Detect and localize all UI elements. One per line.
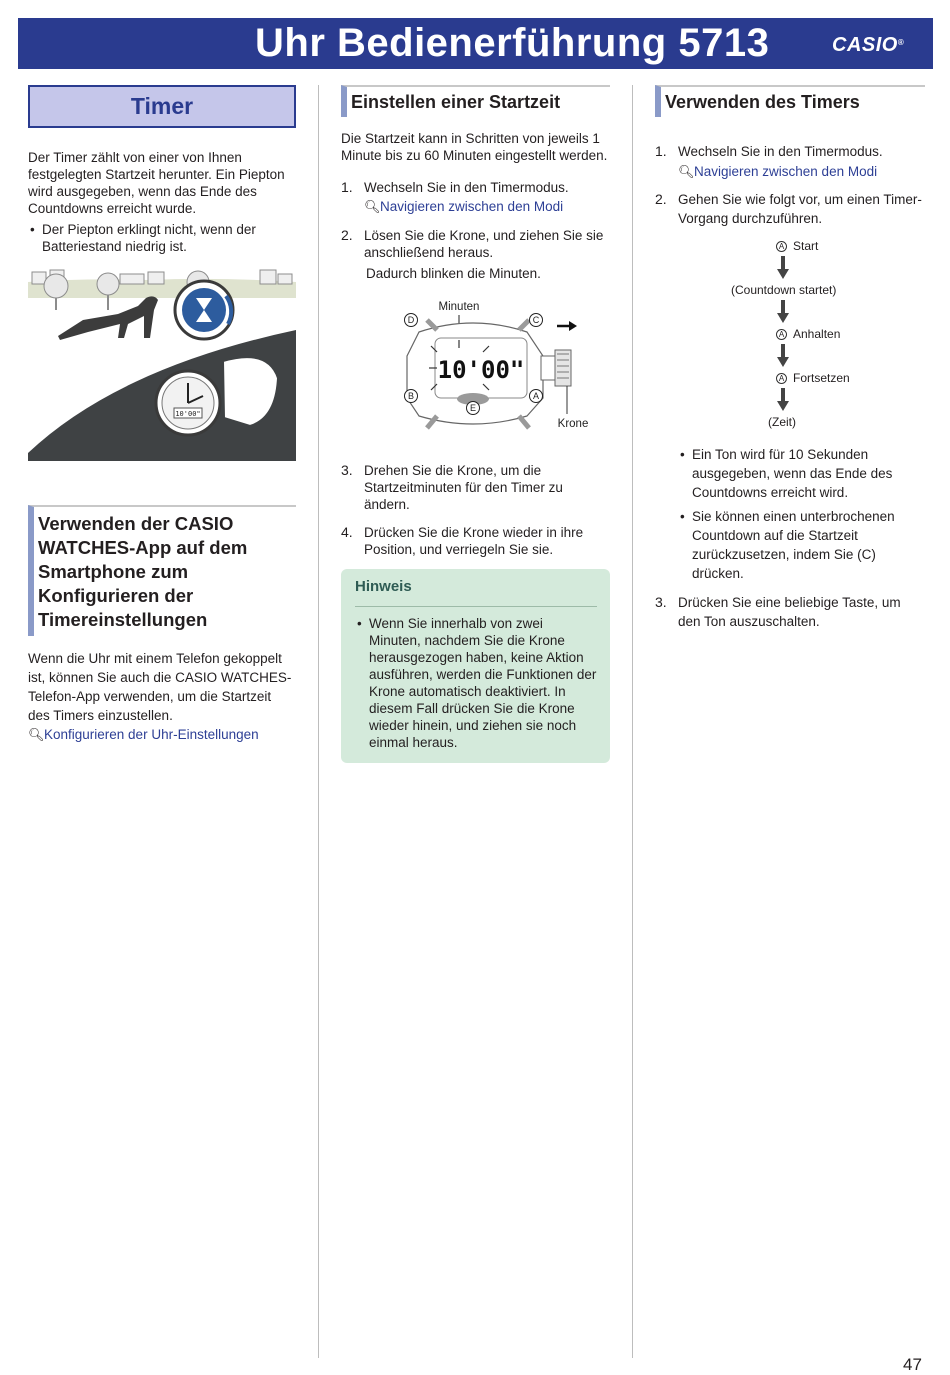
- flow-resume: A Fortsetzen: [776, 370, 850, 387]
- flow-arrow-icon: [777, 344, 789, 368]
- bullet-alarm: • Ein Ton wird für 10 Sekunden ausgegeben, wenn das Ende des Countdowns erreicht wird.: [678, 445, 925, 502]
- step-2: 2. Lösen Sie die Krone, und ziehen Sie sie anschließend heraus. Dadurch blinken die Minuten.: [341, 227, 604, 281]
- link-navigate-modes[interactable]: Navigieren zwischen den Modi: [380, 199, 564, 214]
- flow-countdown: (Countdown startet): [731, 283, 837, 297]
- search-icon: 🔍︎: [364, 199, 381, 214]
- note-box: [341, 569, 610, 763]
- button-d-label: D: [407, 315, 415, 325]
- start-time-heading: Einstellen einer Startzeit: [341, 85, 610, 117]
- watch-diagram: [341, 288, 610, 450]
- timer-section-title: Timer: [28, 85, 296, 128]
- use-step-1: 1. Wechseln Sie in den Timermodus. 🔍︎Navigieren zwischen den Modi: [655, 143, 925, 180]
- app-text: Wenn die Uhr mit einem Telefon gekoppelt ist, können Sie auch die CASIO WATCHES-Telefon-App verwenden, um die Startzeit des Timers einzustellen.: [28, 651, 292, 723]
- app-link-row[interactable]: [28, 725, 296, 744]
- note-title: Hinweis: [355, 577, 597, 607]
- column-use-timer: [655, 85, 925, 631]
- bullet-reset: • Sie können einen unterbrochenen Countdown auf die Startzeit zurückzusetzen, indem Sie (C) drücken.: [678, 507, 925, 583]
- button-b-label: B: [407, 391, 415, 401]
- start-time-intro: Die Startzeit kann in Schritten von jeweils 1 Minute bis zu 60 Minuten eingestellt werden.: [341, 131, 608, 163]
- watch-display: 10'00": [437, 356, 525, 384]
- column-timer-intro: [28, 85, 296, 744]
- note-text: • Wenn Sie innerhalb von zwei Minuten, nachdem Sie die Krone herausgezogen haben, keine Aktion ausführen, werden die Funktionen der Krone automatisch deaktiviert. In diesem Fall drücken Sie die Krone wieder hinein, und ziehen sie noch einmal heraus.: [355, 615, 597, 751]
- search-icon: 🔍︎: [678, 164, 695, 179]
- app-section-heading: Verwenden der CASIO WATCHES-App auf dem Smartphone zum Konfigurieren der Timereinstellungen: [28, 505, 296, 636]
- column-divider: [318, 85, 319, 1358]
- timer-flow-diagram: [655, 228, 925, 429]
- step-3: 3. Drehen Sie die Krone, um die Startzeitminuten für den Timer zu ändern.: [341, 462, 563, 512]
- flow-arrow-icon: [777, 256, 789, 280]
- page-number: 47: [903, 1355, 922, 1374]
- link-navigate-modes[interactable]: Navigieren zwischen den Modi: [694, 164, 878, 179]
- flow-arrow-icon: [777, 300, 789, 324]
- column-set-start-time: [341, 85, 610, 763]
- use-step-1-link-row[interactable]: [678, 163, 925, 180]
- step-4: 4. Drücken Sie die Krone wieder in ihre Position, und verriegeln Sie sie.: [341, 524, 584, 557]
- crown-label: Krone: [557, 418, 589, 430]
- column-divider: [632, 85, 633, 1358]
- use-timer-bullets: [655, 445, 925, 583]
- battery-bullet: • Der Piepton erklingt nicht, wenn der Batteriestand niedrig ist.: [28, 221, 296, 255]
- search-icon: 🔍︎: [28, 727, 45, 742]
- timer-illustration: [28, 268, 296, 461]
- casio-logo: CASIO®: [832, 34, 905, 56]
- timer-intro-text: Der Timer zählt von einer von Ihnen festgelegten Startzeit herunter. Ein Piepton wird ausgegeben, wenn das Ende des Countdowns erreicht wurde.: [28, 150, 285, 216]
- pull-arrow-icon: [569, 321, 577, 331]
- link-configure-watch-settings[interactable]: Konfigurieren der Uhr-Einstellungen: [44, 727, 259, 742]
- button-c-label: C: [532, 315, 540, 325]
- flow-time: (Zeit): [768, 415, 796, 429]
- page-title: Uhr Bedienerführung 5713: [255, 21, 770, 65]
- button-a-label: A: [532, 391, 540, 401]
- minutes-label: Minuten: [438, 301, 480, 313]
- flow-start: A Start: [776, 238, 818, 255]
- step-1: 1. Wechseln Sie in den Timermodus. 🔍︎Navigieren zwischen den Modi: [341, 179, 610, 215]
- step-1-link-row[interactable]: [364, 198, 610, 215]
- header-banner: [18, 18, 933, 69]
- button-e-label: E: [469, 403, 477, 413]
- flow-stop: A Anhalten: [776, 326, 840, 343]
- use-step-3: 3. Drücken Sie eine beliebige Taste, um den Ton auszuschalten.: [655, 594, 901, 629]
- flow-arrow-icon: [777, 388, 789, 412]
- use-step-2: 2. Gehen Sie wie folgt vor, um einen Timer-Vorgang durchzuführen.: [655, 191, 922, 226]
- watch-mini-display: 10'00": [175, 410, 201, 418]
- use-timer-heading: Verwenden des Timers: [655, 85, 925, 117]
